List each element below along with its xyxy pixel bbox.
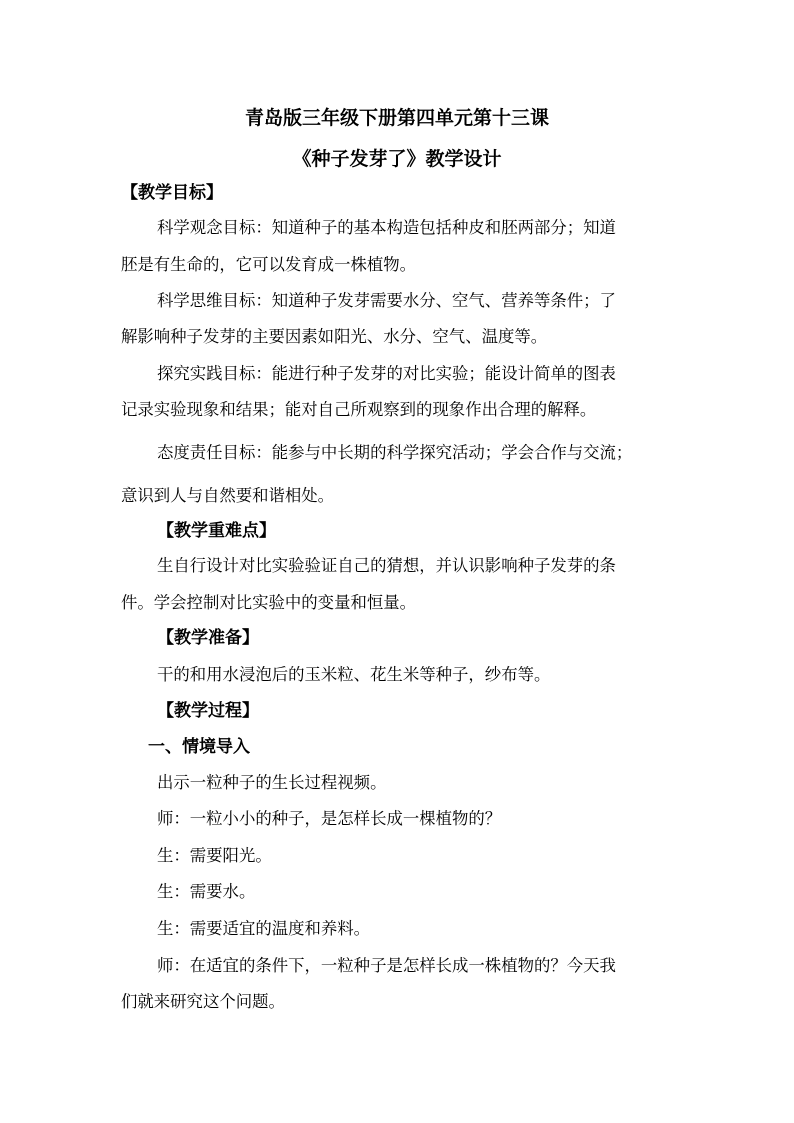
- step1-line: 生：需要阳光。: [157, 846, 272, 865]
- step1-line: 师：一粒小小的种子，是怎样长成一棵植物的？: [157, 809, 502, 828]
- step1-line: 生：需要适宜的温度和养料。: [157, 919, 371, 938]
- step1-line: 们就来研究这个问题。: [121, 992, 285, 1011]
- practice-objective-line-1: 探究实践目标：能进行种子发芽的对比实验；能设计简单的图表: [157, 364, 616, 383]
- attitude-objective-line-1: 态度责任目标：能参与中长期的科学探究活动；学会合作与交流；: [157, 443, 633, 462]
- attitude-objective-line-2: 意识到人与自然要和谐相处。: [121, 486, 335, 505]
- preparation-line-1: 干的和用水浸泡后的玉米粒、花生米等种子，纱布等。: [157, 665, 551, 684]
- step1-line: 出示一粒种子的生长过程视频。: [157, 773, 387, 792]
- document-title: 青岛版三年级下册第四单元第十三课: [244, 107, 549, 129]
- practice-objective-line-2: 记录实验现象和结果；能对自己所观察到的现象作出合理的解释。: [121, 400, 597, 419]
- key-points-line-1: 生自行设计对比实验验证自己的猜想，并认识影响种子发芽的条: [157, 556, 616, 575]
- process-heading: 【教学过程】: [157, 701, 259, 721]
- concept-objective-line-2: 胚是有生命的，它可以发育成一株植物。: [121, 255, 417, 274]
- step1-heading: 一、情境导入: [148, 737, 250, 757]
- step1-line: 师：在适宜的条件下，一粒种子是怎样长成一株植物的？今天我: [157, 956, 616, 975]
- step1-line: 生：需要水。: [157, 882, 256, 901]
- key-points-heading: 【教学重难点】: [157, 521, 276, 541]
- preparation-heading: 【教学准备】: [157, 628, 259, 648]
- objectives-heading: 【教学目标】: [121, 183, 223, 203]
- document-subtitle: 《种子发芽了》教学设计: [292, 148, 502, 170]
- thinking-objective-line-1: 科学思维目标：知道种子发芽需要水分、空气、营养等条件；了: [157, 291, 616, 310]
- thinking-objective-line-2: 解影响种子发芽的主要因素如阳光、水分、空气、温度等。: [121, 327, 548, 346]
- key-points-line-2: 件。学会控制对比实验中的变量和恒量。: [121, 593, 417, 612]
- concept-objective-line-1: 科学观念目标：知道种子的基本构造包括种皮和胚两部分；知道: [157, 218, 616, 237]
